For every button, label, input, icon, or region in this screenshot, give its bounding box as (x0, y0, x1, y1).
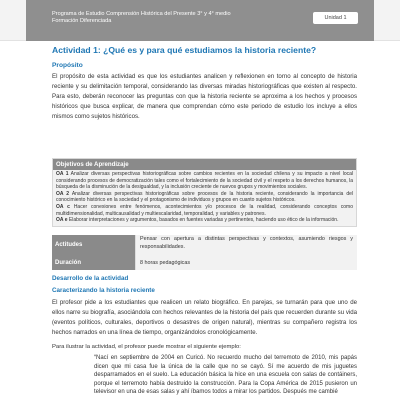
purpose-heading: Propósito (52, 62, 83, 69)
example-intro: Para ilustrar la actividad, el profesor puede mostrar el siguiente ejemplo: (52, 344, 241, 350)
objectives-list (53, 170, 356, 226)
attitudes-label: Actitudes (52, 235, 135, 256)
objective-text: Elaborar interpretaciones y argumentos, basados en fuentes variadas y pertinentes, haciendo uso ético de la información. (68, 217, 339, 224)
objective-code: OA 1 (56, 171, 69, 177)
attitudes-row (52, 235, 357, 256)
development-heading: Desarrollo de la actividad (52, 275, 129, 282)
objectives-table (52, 158, 357, 227)
program-title (52, 11, 302, 25)
objective-code: OA c (56, 203, 70, 210)
unit-badge: Unidad 1 (313, 12, 358, 24)
objective-text: Analizar diversas perspectivas historiográficas sobre procesos de la historia reciente, considerando la importancia del conocimiento histórico en la sociedad y el protagonismo de individuos y grupos en cuanto sujetos históricos. (56, 190, 353, 204)
objective-item (56, 191, 353, 204)
attitudes-value: Pensar con apertura a distintas perspectivas y contextos, asumiendo riesgos y responsabilidades. (135, 235, 357, 256)
objectives-heading: Objetivos de Aprendizaje (53, 159, 356, 170)
development-subheading: Caracterizando la historia reciente (52, 287, 155, 294)
objective-item (56, 204, 353, 217)
objective-code: OA 2 (56, 190, 70, 197)
formation-type: Formación Diferenciada (52, 18, 112, 25)
example-quote: “Nací en septiembre de 2004 en Curicó. No recuerdo mucho del terremoto de 2010, mis papás dicen que mi casa fue la única de la calle que no se cayó. Sí me acuerdo de mis juguetes desparramados en el suelo. La educación básica la hice en una escuela con salas de contáiners, porque el terremoto había destruido la construcción. Para la Copa América de 2015 pusieron un televisor en una de esas salas y ahí íbamos todos a mirar los partidos. Después me cambié (94, 355, 357, 395)
duration-value: 8 horas pedagógicas (135, 256, 357, 270)
objective-text: Analizar diversas perspectivas historiográficas sobre cambios recientes en la sociedad chilena y su impacto a nivel local considerando procesos de democratización tales como el fortalecimiento de la sociedad civil y el respeto a los derechos humanos, la búsqueda de la disminución de la desigualdad, y la inclusión creciente de nuevos grupos y movimientos sociales. (56, 171, 353, 191)
objective-item (56, 217, 353, 224)
duration-label: Duración (52, 256, 135, 270)
duration-row (52, 256, 357, 270)
objective-code: OA e (56, 217, 68, 224)
program-name: Programa de Estudio Comprensión Histórica del Presente 3° y 4° medio (52, 11, 231, 17)
activity-title: Actividad 1: ¿Qué es y para qué estudiamos la historia reciente? (52, 45, 317, 55)
development-paragraph: El profesor pide a los estudiantes que realicen un relato biográfico. En parejas, se turnarán para que uno de ellos narre su biografía, asociándola con hechos relevantes de la historia del país que recuerden durante su vida (eventos políticos, culturales, deportivos o desastres de origen natural), mientras su compañero registra los hechos narrados en una línea de tiempo, organizándolos cronológicamente. (52, 299, 357, 336)
objective-item (56, 171, 353, 191)
objective-text: Hacer conexiones entre fenómenos, acontecimientos y/o procesos de la realidad, considerando conceptos como multidimensionalidad, multicausalidad y multiescalaridad, temporalidad, y variables y patrones. (56, 203, 354, 217)
purpose-paragraph: El propósito de esta actividad es que los estudiantes analicen y reflexionen en torno al concepto de historia reciente y su delimitación temporal, considerando las diversas miradas historiográficas que existen al respecto. Para esto, deberán reconocer las preguntas con que la historia reciente se aproxima a los hechos y procesos históricos que busca explicar, de manera que comprendan cómo este periodo de estudio los incluye a ellos mismos como sujetos históricos. (52, 73, 357, 120)
